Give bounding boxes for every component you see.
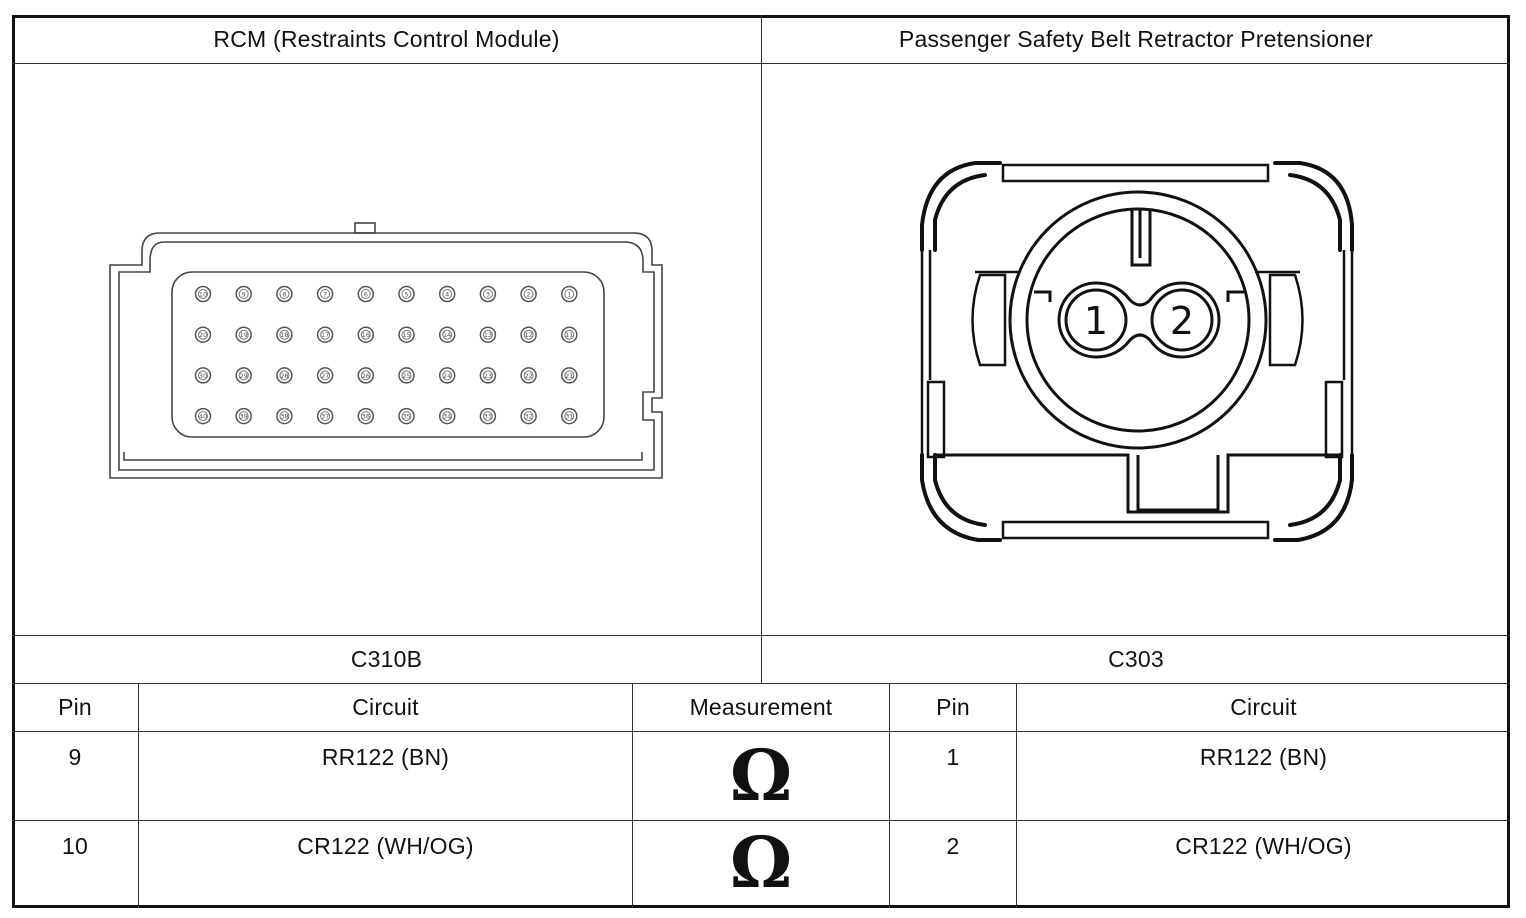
rcm-pin-35 — [399, 409, 414, 424]
rcm-pin-label: 23 — [483, 371, 493, 380]
rcm-pin-31 — [562, 409, 577, 424]
rcm-pin-30 — [196, 368, 211, 383]
rcm-pin-22 — [521, 368, 536, 383]
rcm-pin-4 — [440, 287, 455, 302]
rcm-pin-label: 25 — [402, 371, 411, 380]
rcm-pin-25 — [399, 368, 414, 383]
row-2-circuit-b: CR122 (WH/OG) — [1175, 833, 1352, 859]
row-2-circuit-a: CR122 (WH/OG) — [297, 833, 474, 859]
rcm-pin-label: 33 — [483, 412, 493, 421]
pretensioner-pin-1-label: 1 — [1083, 299, 1109, 343]
rcm-pin-16 — [358, 327, 373, 342]
rcm-pin-label: 19 — [239, 331, 248, 340]
rcm-pin-39 — [236, 409, 251, 424]
col-header-pin-b: Pin — [936, 694, 970, 720]
rcm-pin-label: 27 — [320, 371, 330, 380]
rcm-pin-11 — [562, 327, 577, 342]
rcm-pin-32 — [521, 409, 536, 424]
right-connector-id: C303 — [1108, 646, 1164, 672]
rcm-pin-6 — [358, 287, 373, 302]
rcm-pin-label: 2 — [526, 290, 531, 299]
rcm-pin-label: 36 — [361, 412, 370, 421]
rcm-pin-21 — [562, 368, 577, 383]
rcm-pin-5 — [399, 287, 414, 302]
rcm-pin-label: 17 — [320, 331, 330, 340]
rcm-pin-label: 3 — [485, 290, 490, 299]
rcm-pin-label: 5 — [404, 290, 409, 299]
rcm-pin-38 — [277, 409, 292, 424]
rcm-pin-label: 4 — [445, 290, 450, 299]
rcm-pin-label: 12 — [524, 331, 533, 340]
rcm-pin-label: 31 — [565, 412, 574, 421]
rcm-pin-1 — [562, 287, 577, 302]
rcm-pin-label: 34 — [443, 412, 452, 421]
rcm-pin-label: 30 — [198, 371, 208, 380]
rcm-pin-label: 11 — [565, 331, 574, 340]
rcm-pin-27 — [318, 368, 333, 383]
rcm-pin-label: 21 — [565, 371, 574, 380]
center-divider — [761, 15, 762, 684]
col-header-pin-a: Pin — [58, 694, 92, 720]
rcm-pin-29 — [236, 368, 251, 383]
rcm-pin-2 — [521, 287, 536, 302]
row-2-pin-b: 2 — [946, 833, 960, 859]
rcm-pin-label: 7 — [323, 290, 328, 299]
rcm-pin-label: 40 — [198, 412, 208, 421]
rcm-pin-37 — [318, 409, 333, 424]
rcm-pin-label: 26 — [361, 371, 370, 380]
pretensioner-pin-2-label: 2 — [1169, 299, 1195, 343]
rcm-connector-drawing — [100, 215, 675, 490]
rcm-pin-label: 15 — [402, 331, 411, 340]
rcm-pin-34 — [440, 409, 455, 424]
rcm-pin-label: 10 — [198, 290, 208, 299]
rcm-pin-20 — [196, 327, 211, 342]
rcm-pin-17 — [318, 327, 333, 342]
rcm-pin-label: 37 — [320, 412, 330, 421]
rcm-pin-label: 38 — [280, 412, 289, 421]
col-header-circuit-b: Circuit — [1230, 694, 1297, 720]
left-connector-id: C310B — [350, 646, 423, 672]
rcm-pin-14 — [440, 327, 455, 342]
rcm-pin-40 — [196, 409, 211, 424]
rcm-pin-label: 16 — [361, 331, 370, 340]
rcm-pin-24 — [440, 368, 455, 383]
row-1-pin-b: 1 — [946, 744, 960, 770]
rcm-pin-15 — [399, 327, 414, 342]
rcm-pin-3 — [480, 287, 495, 302]
rcm-pin-label: 8 — [282, 290, 287, 299]
rcm-pin-label: 14 — [443, 331, 452, 340]
rcm-pin-label: 29 — [239, 371, 248, 380]
rcm-pin-label: 39 — [239, 412, 248, 421]
rcm-pin-19 — [236, 327, 251, 342]
left-header-title: RCM (Restraints Control Module) — [213, 25, 560, 52]
rcm-pin-label: 18 — [280, 331, 289, 340]
rcm-pin-label: 6 — [363, 290, 368, 299]
rcm-pin-label: 20 — [198, 331, 208, 340]
row-2-measurement-ohm-icon: Ω — [729, 821, 793, 904]
rcm-pin-label: 35 — [402, 412, 411, 421]
row-1-circuit-b: RR122 (BN) — [1199, 744, 1328, 770]
rcm-pin-label: 28 — [280, 371, 289, 380]
rcm-pin-label: 9 — [241, 290, 246, 299]
rcm-pin-label: 1 — [567, 290, 572, 299]
rcm-pin-9 — [236, 287, 251, 302]
rcm-pin-33 — [480, 409, 495, 424]
rcm-pin-13 — [480, 327, 495, 342]
row-1-pin-a: 9 — [68, 744, 82, 770]
col-header-measurement: Measurement — [689, 694, 833, 720]
rcm-pin-36 — [358, 409, 373, 424]
rcm-pin-23 — [480, 368, 495, 383]
rcm-pin-label: 24 — [443, 371, 452, 380]
row-1-measurement-ohm-icon: Ω — [729, 734, 793, 817]
rcm-pin-28 — [277, 368, 292, 383]
rcm-pin-10 — [196, 287, 211, 302]
rcm-pin-18 — [277, 327, 292, 342]
right-header-title: Passenger Safety Belt Retractor Pretensioner — [898, 25, 1374, 52]
col-header-circuit-a: Circuit — [352, 694, 419, 720]
rcm-pin-12 — [521, 327, 536, 342]
rcm-pin-label: 32 — [524, 412, 533, 421]
row-1-circuit-a: RR122 (BN) — [321, 744, 450, 770]
rcm-pin-7 — [318, 287, 333, 302]
pretensioner-connector-drawing — [910, 150, 1370, 555]
rcm-pin-26 — [358, 368, 373, 383]
rcm-pin-label: 22 — [524, 371, 533, 380]
rcm-pin-8 — [277, 287, 292, 302]
row-2-pin-a: 10 — [62, 833, 88, 859]
rcm-pin-label: 13 — [483, 331, 493, 340]
